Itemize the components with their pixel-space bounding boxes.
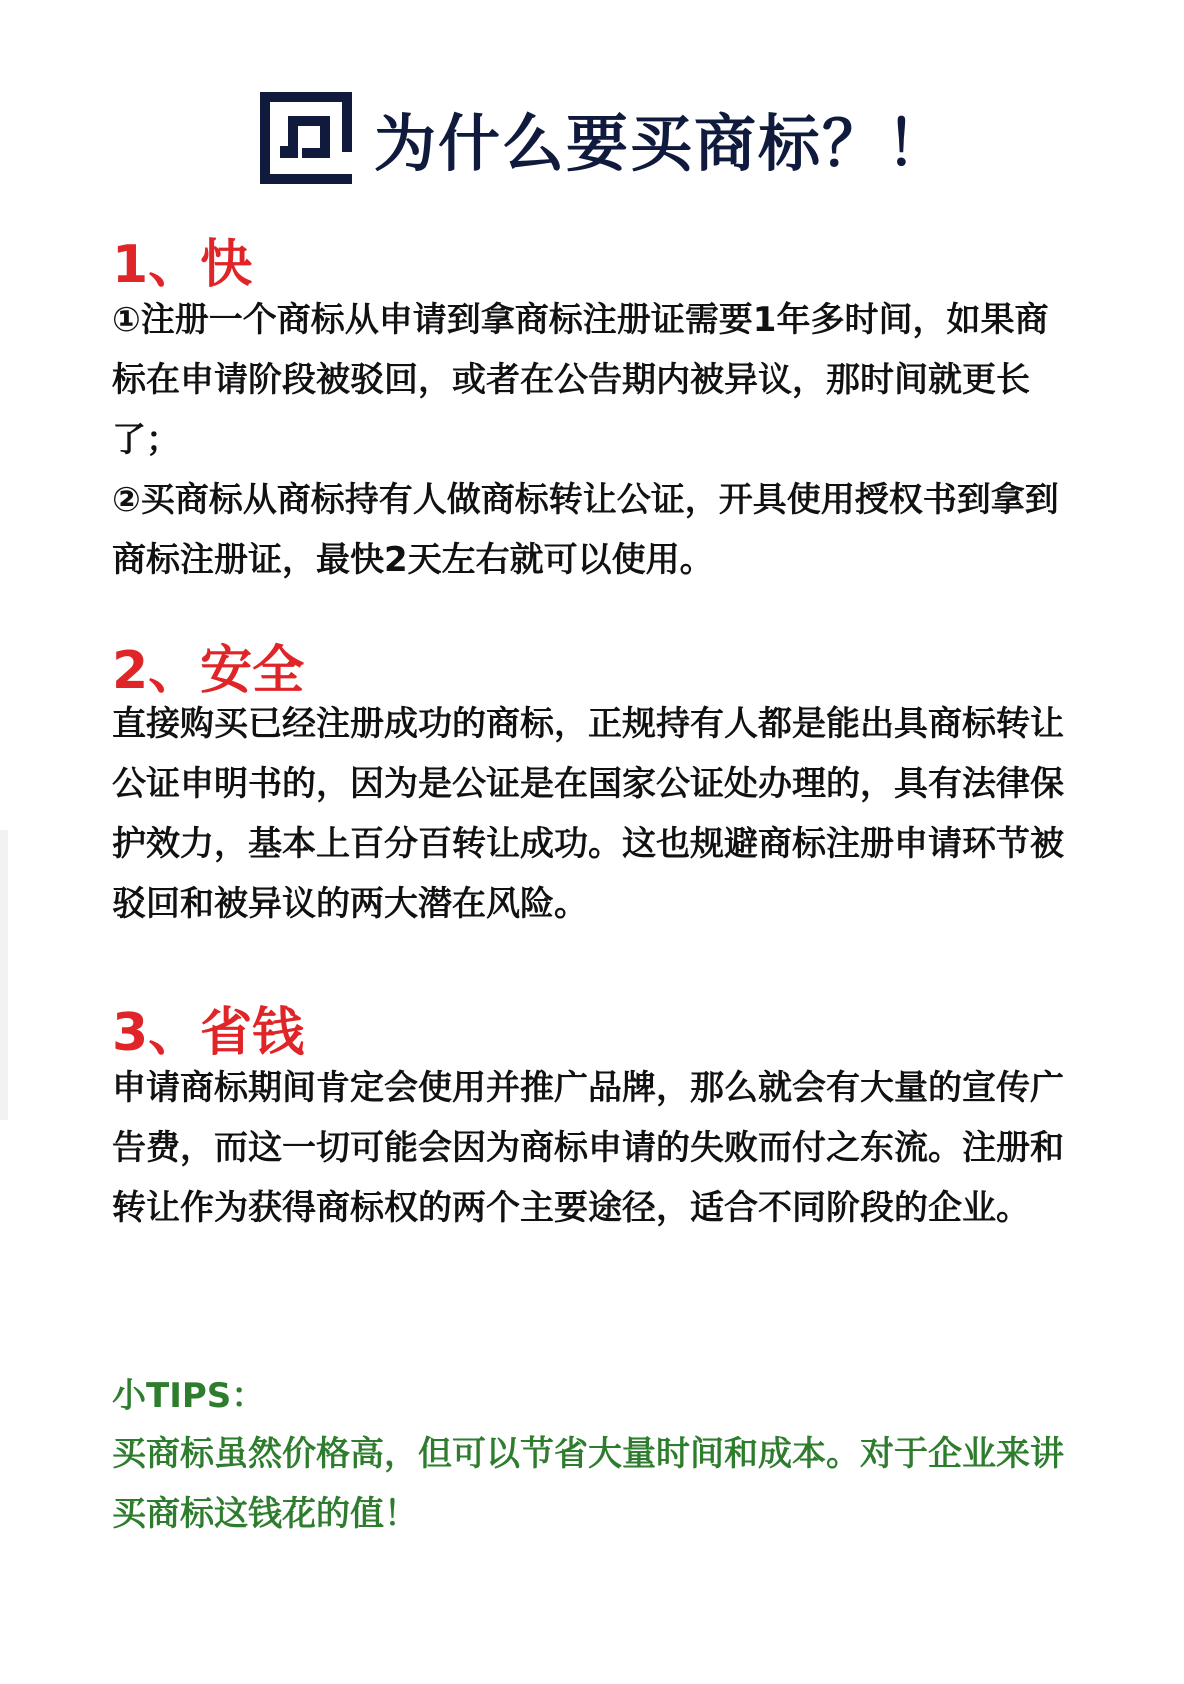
section-body-safe <box>112 694 1072 934</box>
tips-heading: 小TIPS： <box>112 1376 266 1416</box>
tips-text: 买商标虽然价格高，但可以节省大量时间和成本。对于企业来讲买商标这钱花的值！ <box>112 1434 1064 1534</box>
section-body-fast <box>112 290 1072 590</box>
section-paragraph: ②买商标从商标持有人做商标转让公证，开具使用授权书到拿到商标注册证，最快2天左右就可以使用。 <box>112 480 1059 580</box>
page-title: 为什么要买商标？！ <box>374 106 951 180</box>
section-paragraph: ①注册一个商标从申请到拿商标注册证需要1年多时间，如果商标在申请阶段被驳回，或者在公告期内被异议，那时间就更长了； <box>112 300 1049 460</box>
section-heading-fast: 1、快 <box>112 235 253 295</box>
header <box>260 88 960 188</box>
section-heading-save-money: 3、省钱 <box>112 1003 305 1063</box>
edge-shadow-strip <box>0 830 8 1120</box>
section-paragraph: 申请商标期间肯定会使用并推广品牌，那么就会有大量的宣传广告费，而这一切可能会因为商标申请的失败而付之东流。注册和转让作为获得商标权的两个主要途径，适合不同阶段的企业。 <box>112 1068 1064 1228</box>
section-heading-safe: 2、安全 <box>112 641 305 701</box>
section-body-save-money <box>112 1058 1072 1238</box>
trademark-logo-icon <box>260 92 352 184</box>
section-paragraph: 直接购买已经注册成功的商标，正规持有人都是能出具商标转让公证申明书的，因为是公证是在国家公证处办理的，具有法律保护效力，基本上百分百转让成功。这也规避商标注册申请环节被驳回和被异议的两大潜在风险。 <box>112 704 1064 924</box>
